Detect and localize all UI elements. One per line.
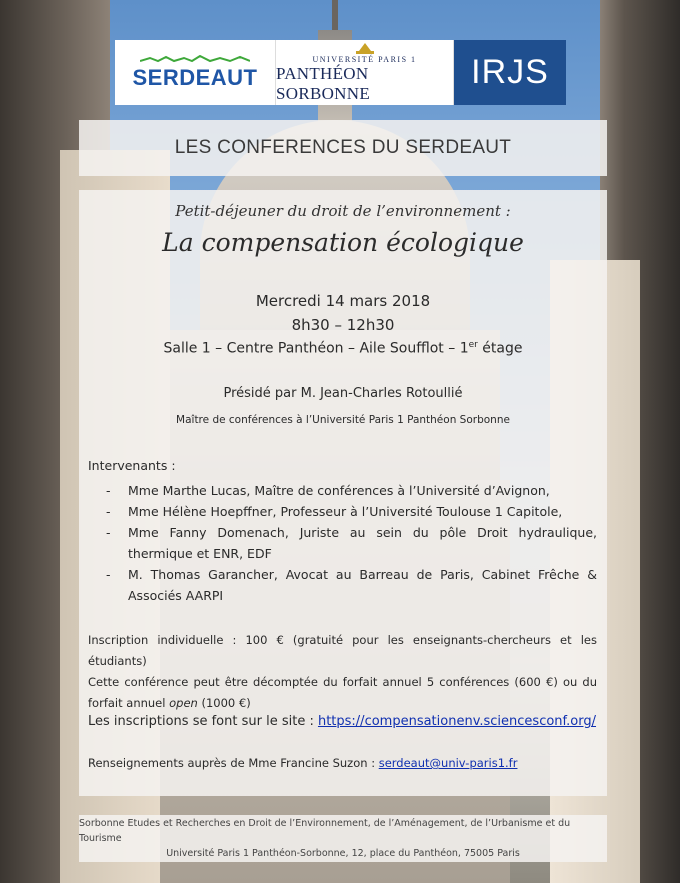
fee-package-text: Cette conférence peut être décomptée du forfait annuel 5 conférences (600 €) ou du forfait annuel <box>88 675 597 710</box>
paris1-logo-small-text: UNIVERSITÉ PARIS 1 <box>312 55 417 64</box>
list-item: - Mme Fanny Domenach, Juriste au sein du pôle Droit hydraulique, thermique et ENR, EDF <box>88 522 597 564</box>
conference-series-title: LES CONFERENCES DU SERDEAUT <box>174 137 512 158</box>
event-time: 8h30 – 12h30 <box>291 316 395 334</box>
event-details-panel <box>79 190 607 796</box>
signup-text: Les inscriptions se font sur le site : <box>88 714 318 729</box>
presider-role: Maître de conférences à l’Université Paris 1 Panthéon Sorbonne <box>176 414 510 426</box>
serdeaut-logo-text: SERDEAUT <box>132 64 258 90</box>
list-item: - Mme Marthe Lucas, Maître de conférences à l’Université d’Avignon, <box>88 480 597 501</box>
speakers-list <box>88 480 597 606</box>
fee-package <box>88 672 597 714</box>
fee-package-tail: (1000 €) <box>197 696 251 710</box>
footer-line-2: Université Paris 1 Panthéon-Sorbonne, 12, place du Panthéon, 75005 Paris <box>166 848 520 859</box>
contact-text: Renseignements auprès de Mme Francine Suzon : <box>88 756 379 770</box>
registration-fees <box>88 630 597 714</box>
paris1-logo-big-text: PANTHÉON SORBONNE <box>276 64 371 103</box>
signup-line <box>88 714 597 729</box>
title-banner <box>79 120 607 176</box>
pantheon-crown-icon <box>354 41 376 55</box>
event-location <box>79 340 607 357</box>
event-subtitle: Petit-déjeuner du droit de l’environnement : <box>175 202 511 220</box>
footer-line-1: Sorbonne Etudes et Recherches en Droit de l’Environnement, de l’Aménagement, de l’Urbanisme et du Tourisme <box>79 818 571 844</box>
irjs-logo <box>454 40 566 105</box>
logo-banner <box>115 40 566 105</box>
contact-line <box>88 756 597 770</box>
fee-package-open: open <box>169 696 198 710</box>
serdeaut-logo <box>115 40 276 105</box>
event-date: Mercredi 14 mars 2018 <box>255 292 431 310</box>
event-location-tail: étage <box>477 340 523 357</box>
list-item: - Mme Hélène Hoepffner, Professeur à l’Université Toulouse 1 Capitole, <box>88 501 597 522</box>
presided-by: Présidé par M. Jean-Charles Rotoullié <box>223 386 463 401</box>
fee-individual: Inscription individuelle : 100 € (gratuité pour les enseignants-chercheurs et les étudiants) <box>88 633 597 668</box>
speakers-label: Intervenants : <box>88 458 176 473</box>
footer <box>79 815 607 862</box>
list-item: - M. Thomas Garancher, Avocat au Barreau de Paris, Cabinet Frêche & Associés AARPI <box>88 564 597 606</box>
event-location-sup: er <box>468 340 478 350</box>
signup-link[interactable]: https://compensationenv.sciencesconf.org/ <box>317 714 597 729</box>
event-location-text: Salle 1 – Centre Panthéon – Aile Soufflot – 1 <box>163 340 469 357</box>
irjs-logo-text: IRJS <box>454 40 566 105</box>
event-title: La compensation écologique <box>162 228 524 257</box>
contact-email-link[interactable]: serdeaut@univ-paris1.fr <box>378 756 518 770</box>
paris1-logo <box>276 40 454 105</box>
serdeaut-skyline-icon <box>140 55 250 63</box>
